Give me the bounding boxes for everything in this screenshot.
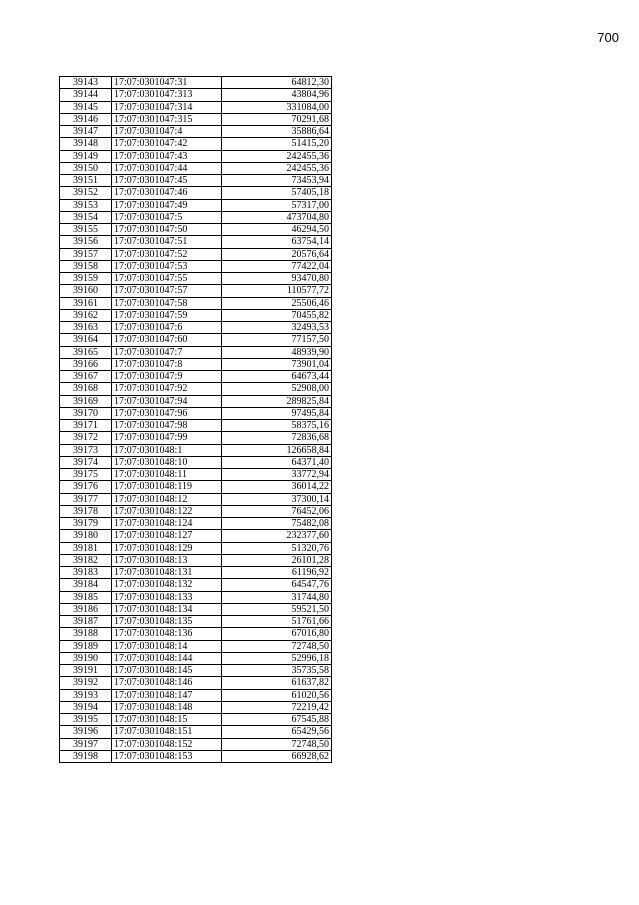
cadastral-number-cell: 17:07:0301047:314 [112,101,222,113]
row-number-cell: 39197 [60,738,112,750]
cadastral-number-cell: 17:07:0301047:313 [112,89,222,101]
row-number-cell: 39172 [60,432,112,444]
value-cell: 57405,18 [222,187,332,199]
cadastral-number-cell: 17:07:0301048:131 [112,567,222,579]
cadastral-number-cell: 17:07:0301047:94 [112,395,222,407]
value-cell: 242455,36 [222,162,332,174]
row-number-cell: 39166 [60,358,112,370]
value-cell: 20576,64 [222,248,332,260]
row-number-cell: 39152 [60,187,112,199]
row-number-cell: 39195 [60,714,112,726]
value-cell: 36014,22 [222,481,332,493]
row-number-cell: 39154 [60,211,112,223]
cadastral-number-cell: 17:07:0301048:147 [112,689,222,701]
row-number-cell: 39173 [60,444,112,456]
value-cell: 126658,84 [222,444,332,456]
cadastral-number-cell: 17:07:0301048:148 [112,701,222,713]
row-number-cell: 39193 [60,689,112,701]
value-cell: 72748,50 [222,738,332,750]
table-row [60,150,332,162]
value-cell: 72748,50 [222,640,332,652]
cadastral-number-cell: 17:07:0301047:315 [112,113,222,125]
value-cell: 70291,68 [222,113,332,125]
cadastral-number-cell: 17:07:0301047:31 [112,77,222,89]
table-row [60,407,332,419]
table-row [60,518,332,530]
table-row [60,77,332,89]
table-row [60,285,332,297]
value-cell: 31744,80 [222,591,332,603]
cadastral-number-cell: 17:07:0301048:151 [112,726,222,738]
row-number-cell: 39188 [60,628,112,640]
cadastral-number-cell: 17:07:0301047:53 [112,260,222,272]
cadastral-number-cell: 17:07:0301047:49 [112,199,222,211]
table-row [60,358,332,370]
value-cell: 72219,42 [222,701,332,713]
cadastral-number-cell: 17:07:0301047:99 [112,432,222,444]
table-row [60,395,332,407]
row-number-cell: 39147 [60,126,112,138]
cadastral-number-cell: 17:07:0301047:5 [112,211,222,223]
value-cell: 43804,96 [222,89,332,101]
cadastral-number-cell: 17:07:0301047:96 [112,407,222,419]
table-row [60,89,332,101]
table-row [60,297,332,309]
value-cell: 73453,94 [222,175,332,187]
cadastral-number-cell: 17:07:0301048:12 [112,493,222,505]
row-number-cell: 39143 [60,77,112,89]
value-cell: 61196,92 [222,567,332,579]
row-number-cell: 39177 [60,493,112,505]
value-cell: 77422,04 [222,260,332,272]
row-number-cell: 39178 [60,505,112,517]
value-cell: 73901,04 [222,358,332,370]
table-row [60,603,332,615]
cadastral-number-cell: 17:07:0301048:136 [112,628,222,640]
cadastral-number-cell: 17:07:0301048:11 [112,469,222,481]
row-number-cell: 39171 [60,420,112,432]
value-cell: 65429,56 [222,726,332,738]
table-row [60,260,332,272]
row-number-cell: 39181 [60,542,112,554]
cadastral-number-cell: 17:07:0301047:7 [112,346,222,358]
row-number-cell: 39151 [60,175,112,187]
row-number-cell: 39190 [60,652,112,664]
value-cell: 70455,82 [222,309,332,321]
value-cell: 48939,90 [222,346,332,358]
table-row [60,420,332,432]
row-number-cell: 39145 [60,101,112,113]
cadastral-number-cell: 17:07:0301047:52 [112,248,222,260]
cadastral-number-cell: 17:07:0301048:132 [112,579,222,591]
value-cell: 64547,76 [222,579,332,591]
value-cell: 37300,14 [222,493,332,505]
row-number-cell: 39162 [60,309,112,321]
row-number-cell: 39191 [60,665,112,677]
table-row [60,714,332,726]
value-cell: 52996,18 [222,652,332,664]
table-row [60,175,332,187]
row-number-cell: 39182 [60,554,112,566]
row-number-cell: 39160 [60,285,112,297]
row-number-cell: 39148 [60,138,112,150]
table-row [60,113,332,125]
row-number-cell: 39198 [60,750,112,762]
value-cell: 51415,20 [222,138,332,150]
cadastral-number-cell: 17:07:0301047:58 [112,297,222,309]
cadastral-value-table [59,76,332,763]
row-number-cell: 39155 [60,224,112,236]
table-row [60,652,332,664]
value-cell: 46294,50 [222,224,332,236]
cadastral-number-cell: 17:07:0301047:6 [112,322,222,334]
row-number-cell: 39157 [60,248,112,260]
cadastral-number-cell: 17:07:0301047:43 [112,150,222,162]
row-number-cell: 39180 [60,530,112,542]
row-number-cell: 39153 [60,199,112,211]
table-row [60,554,332,566]
row-number-cell: 39168 [60,383,112,395]
cadastral-number-cell: 17:07:0301048:124 [112,518,222,530]
row-number-cell: 39184 [60,579,112,591]
cadastral-number-cell: 17:07:0301047:59 [112,309,222,321]
value-cell: 67016,80 [222,628,332,640]
row-number-cell: 39176 [60,481,112,493]
cadastral-number-cell: 17:07:0301047:46 [112,187,222,199]
cadastral-number-cell: 17:07:0301048:145 [112,665,222,677]
cadastral-number-cell: 17:07:0301048:129 [112,542,222,554]
table-row [60,689,332,701]
table-row [60,738,332,750]
cadastral-number-cell: 17:07:0301048:133 [112,591,222,603]
row-number-cell: 39144 [60,89,112,101]
row-number-cell: 39150 [60,162,112,174]
value-cell: 232377,60 [222,530,332,542]
cadastral-number-cell: 17:07:0301047:55 [112,273,222,285]
cadastral-number-cell: 17:07:0301048:152 [112,738,222,750]
cadastral-number-cell: 17:07:0301048:153 [112,750,222,762]
table-row [60,677,332,689]
value-cell: 76452,06 [222,505,332,517]
cadastral-number-cell: 17:07:0301047:98 [112,420,222,432]
value-cell: 61637,82 [222,677,332,689]
table-row [60,199,332,211]
table-row [60,224,332,236]
value-cell: 64371,40 [222,456,332,468]
value-cell: 242455,36 [222,150,332,162]
table-row [60,628,332,640]
value-cell: 97495,84 [222,407,332,419]
value-cell: 77157,50 [222,334,332,346]
value-cell: 52908,00 [222,383,332,395]
value-cell: 67545,88 [222,714,332,726]
table-row [60,101,332,113]
table-row [60,469,332,481]
table-row [60,616,332,628]
table-row [60,493,332,505]
row-number-cell: 39167 [60,371,112,383]
table-row [60,481,332,493]
row-number-cell: 39183 [60,567,112,579]
table-row [60,567,332,579]
cadastral-number-cell: 17:07:0301048:10 [112,456,222,468]
table-row [60,211,332,223]
cadastral-number-cell: 17:07:0301048:14 [112,640,222,652]
table-row [60,162,332,174]
table-row [60,322,332,334]
row-number-cell: 39156 [60,236,112,248]
value-cell: 33772,94 [222,469,332,481]
table-body [60,77,332,763]
row-number-cell: 39186 [60,603,112,615]
cadastral-number-cell: 17:07:0301047:50 [112,224,222,236]
cadastral-number-cell: 17:07:0301047:92 [112,383,222,395]
cadastral-number-cell: 17:07:0301047:45 [112,175,222,187]
table-row [60,383,332,395]
page-number: 700 [597,30,619,45]
row-number-cell: 39159 [60,273,112,285]
row-number-cell: 39175 [60,469,112,481]
value-cell: 58375,16 [222,420,332,432]
row-number-cell: 39187 [60,616,112,628]
row-number-cell: 39196 [60,726,112,738]
table-row [60,640,332,652]
row-number-cell: 39158 [60,260,112,272]
value-cell: 35735,58 [222,665,332,677]
row-number-cell: 39163 [60,322,112,334]
table-row [60,273,332,285]
cadastral-number-cell: 17:07:0301047:44 [112,162,222,174]
row-number-cell: 39179 [60,518,112,530]
value-cell: 57317,00 [222,199,332,211]
table-row [60,236,332,248]
table-row [60,750,332,762]
value-cell: 61020,56 [222,689,332,701]
cadastral-number-cell: 17:07:0301048:146 [112,677,222,689]
value-cell: 110577,72 [222,285,332,297]
table-row [60,579,332,591]
table-row [60,591,332,603]
table-row [60,248,332,260]
row-number-cell: 39170 [60,407,112,419]
table-row [60,665,332,677]
table-row [60,334,332,346]
value-cell: 289825,84 [222,395,332,407]
value-cell: 72836,68 [222,432,332,444]
row-number-cell: 39164 [60,334,112,346]
table-row [60,346,332,358]
table-row [60,505,332,517]
value-cell: 93470,80 [222,273,332,285]
value-cell: 473704,80 [222,211,332,223]
row-number-cell: 39192 [60,677,112,689]
row-number-cell: 39146 [60,113,112,125]
value-cell: 63754,14 [222,236,332,248]
table-row [60,456,332,468]
cadastral-number-cell: 17:07:0301047:60 [112,334,222,346]
value-cell: 64812,30 [222,77,332,89]
table-row [60,444,332,456]
table-row [60,371,332,383]
cadastral-number-cell: 17:07:0301047:51 [112,236,222,248]
cadastral-number-cell: 17:07:0301047:57 [112,285,222,297]
value-cell: 59521,50 [222,603,332,615]
value-cell: 51761,66 [222,616,332,628]
table-row [60,726,332,738]
row-number-cell: 39189 [60,640,112,652]
value-cell: 66928,62 [222,750,332,762]
row-number-cell: 39161 [60,297,112,309]
row-number-cell: 39194 [60,701,112,713]
value-cell: 26101,28 [222,554,332,566]
table-row [60,187,332,199]
cadastral-number-cell: 17:07:0301047:42 [112,138,222,150]
value-cell: 25506,46 [222,297,332,309]
table-row [60,530,332,542]
table-row [60,126,332,138]
value-cell: 75482,08 [222,518,332,530]
cadastral-number-cell: 17:07:0301048:134 [112,603,222,615]
cadastral-number-cell: 17:07:0301048:144 [112,652,222,664]
value-cell: 51320,76 [222,542,332,554]
row-number-cell: 39185 [60,591,112,603]
cadastral-number-cell: 17:07:0301047:8 [112,358,222,370]
table-row [60,138,332,150]
row-number-cell: 39169 [60,395,112,407]
cadastral-number-cell: 17:07:0301048:119 [112,481,222,493]
cadastral-number-cell: 17:07:0301048:15 [112,714,222,726]
value-cell: 35886,64 [222,126,332,138]
row-number-cell: 39174 [60,456,112,468]
table-row [60,701,332,713]
cadastral-number-cell: 17:07:0301048:127 [112,530,222,542]
cadastral-number-cell: 17:07:0301048:1 [112,444,222,456]
value-cell: 64673,44 [222,371,332,383]
cadastral-number-cell: 17:07:0301048:122 [112,505,222,517]
value-cell: 32493,53 [222,322,332,334]
table-row [60,432,332,444]
table-row [60,542,332,554]
cadastral-number-cell: 17:07:0301048:135 [112,616,222,628]
row-number-cell: 39149 [60,150,112,162]
row-number-cell: 39165 [60,346,112,358]
cadastral-number-cell: 17:07:0301047:9 [112,371,222,383]
table-row [60,309,332,321]
cadastral-number-cell: 17:07:0301048:13 [112,554,222,566]
cadastral-number-cell: 17:07:0301047:4 [112,126,222,138]
value-cell: 331084,00 [222,101,332,113]
